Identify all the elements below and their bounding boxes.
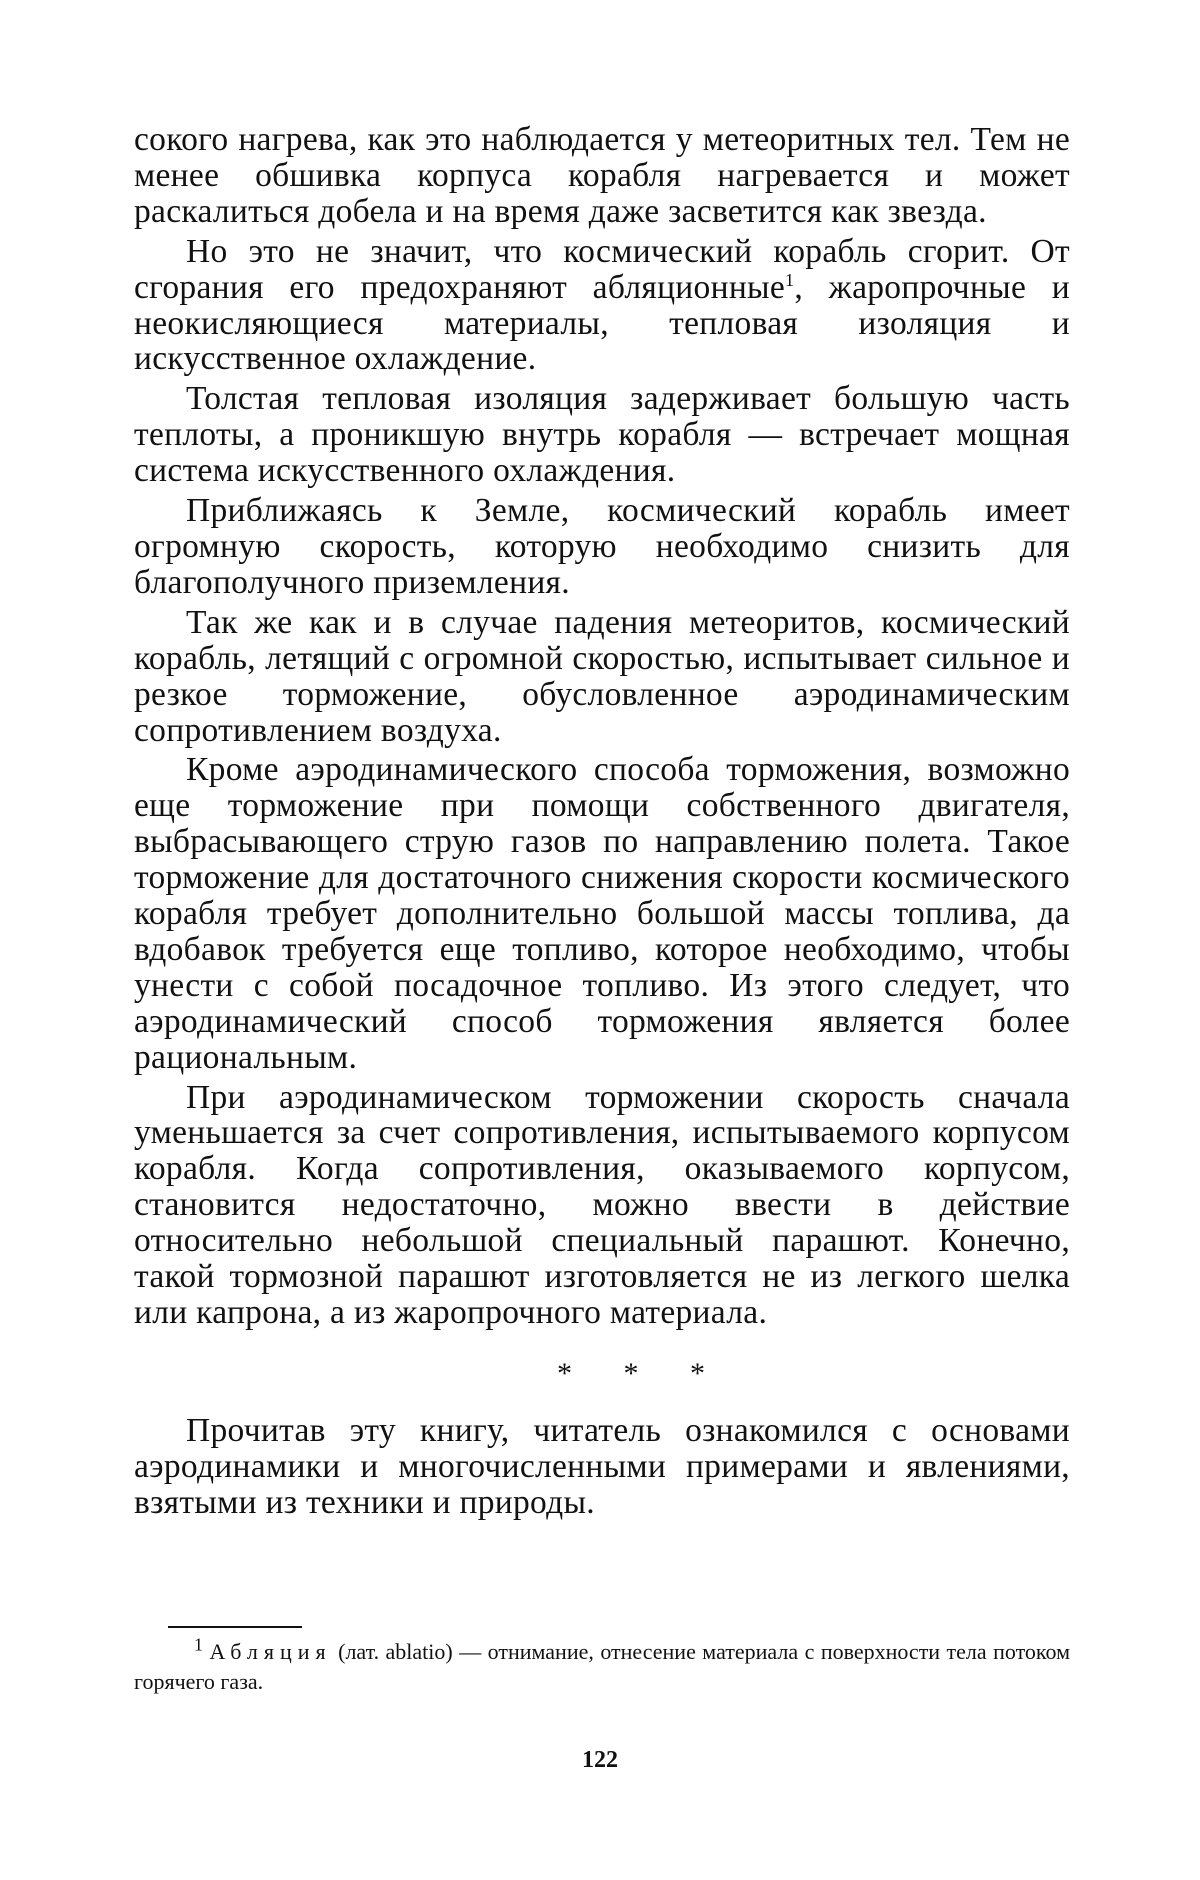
paragraph-braking: Так же как и в случае падения метеоритов, космический корабль, летящий с огромной скоростью, испытывает сильное и резкое торможение, обусловленное аэродинамическим сопротивлением воздуха. [134,603,1070,749]
section-separator: * * * [557,1356,727,1390]
footnote-mark: 1 [194,1634,203,1655]
paragraph-engine-braking: Кроме аэродинамического способа торможения, возможно еще торможение при помощи собственного двигателя, выбрасывающего струю газов по направлению полета. Такое торможение для достаточного снижения скорости космического корабля требует дополнительно большой массы топлива, да вдобавок требуется еще топливо, которое необходимо, чтобы унести с собой посадочное топливо. Из этого следует, что аэродинамический способ торможения является более рациональным. [134,751,1070,1076]
page-number: 122 [582,1747,618,1773]
paragraph-closing: Прочитав эту книгу, читатель ознакомился с основами аэродинамики и многочисленными примерами и явлениями, взятыми из техники и природы. [134,1411,1070,1521]
paragraph-ablation [134,234,1070,378]
footnote-reference[interactable]: 1 [785,269,795,290]
paragraph-insulation: Толстая тепловая изоляция задерживает большую часть теплоты, а проникшую внутрь корабля — встречает мощная система искусственного охлаждения. [134,380,1070,490]
paragraph-continuation: сокого нагрева, как это наблюдается у метеоритных тел. Тем не менее обшивка корпуса корабля нагревается и может раскалиться добела и на время даже засветится как звезда. [134,121,1070,230]
paragraph-ablation-start: Но это не значит, что космический корабль сгорит. От сгорания его предохраняют абляционные [134,232,1070,306]
footnote [134,1634,1071,1697]
paragraph-approach: Приближаясь к Земле, космический корабль имеет огромную скорость, которую необходимо снизить для благополучного приземления. [134,492,1070,601]
footnote-term: Абляция [209,1639,332,1664]
footnote-divider [168,1626,302,1628]
paragraph-parachute: При аэродинамическом торможении скорость сначала уменьшается за счет сопротивления, испытываемого корпусом корабля. Когда сопротивления, оказываемого корпусом, становится недостаточно, можно ввести в действие относительно небольшой специальный парашют. Конечно, такой тормозной парашют изготовляется не из легкого шелка или капрона, а из жаропрочного материала. [134,1078,1070,1331]
footnote-text: (лат. ablatio) — отнимание, отнесение материала с поверхности тела потоком горячего газа. [134,1639,1071,1694]
paragraph-ablation-end: , жаропрочные и неокисляющиеся материалы, тепловая изоляция и искусственное охлаждение. [134,268,1071,378]
body-text [134,122,1070,1521]
